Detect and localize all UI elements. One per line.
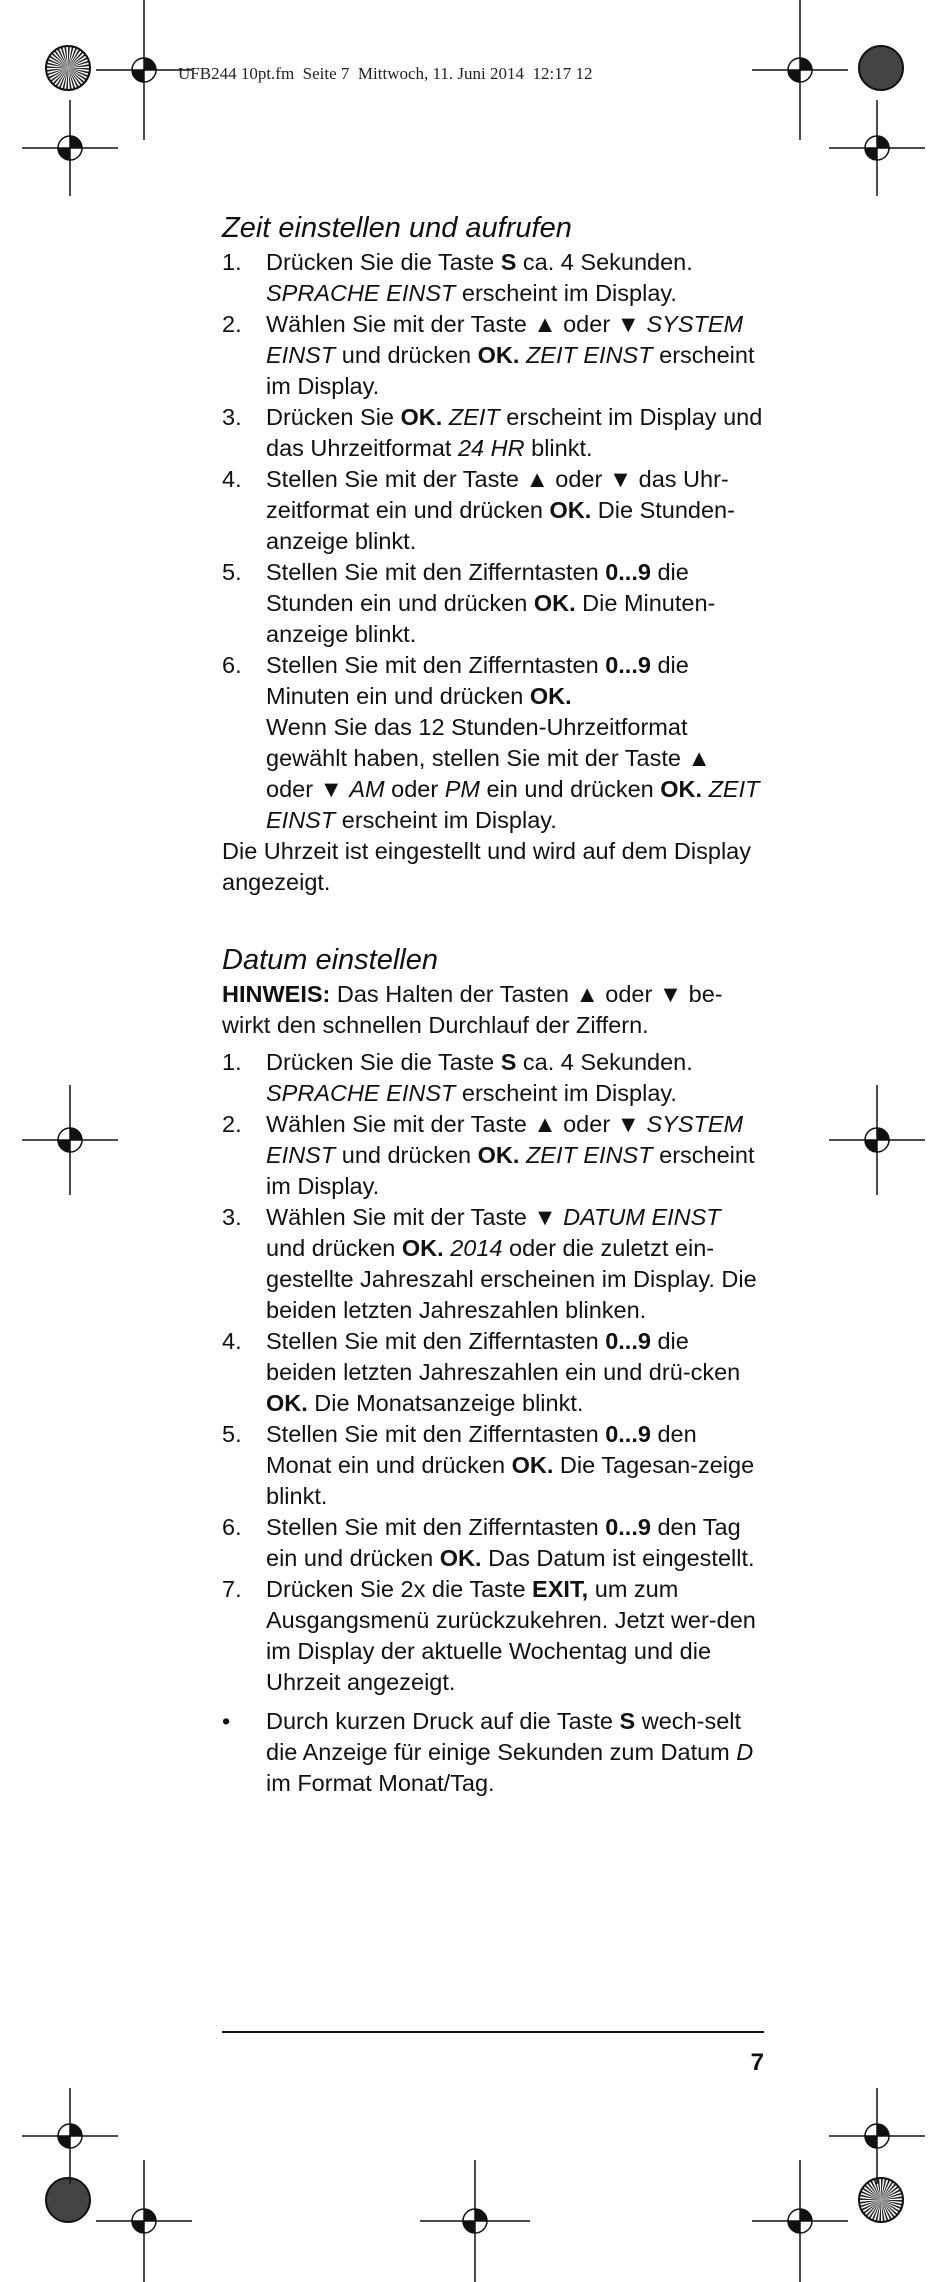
key-term: OK. xyxy=(477,342,520,368)
key-term: OK. xyxy=(477,1142,520,1168)
step-item xyxy=(222,1574,764,1698)
key-term: OK. xyxy=(266,1390,308,1416)
display-text: ZEIT EINST xyxy=(525,1142,653,1168)
text-run: Das Datum ist eingestellt. xyxy=(481,1545,755,1571)
display-text: PM xyxy=(444,776,480,802)
list-item-text xyxy=(266,404,762,461)
key-term: 0...9 xyxy=(605,1514,651,1540)
text-run: Stellen Sie mit den Zifferntasten xyxy=(266,1328,606,1354)
text-run: oder die zuletzt ein-gestellte Jahreszahl erscheinen im Display. Die beiden letzten Jahreszahlen blinken. xyxy=(266,1235,757,1323)
list-marker: • xyxy=(222,1708,231,1734)
step-item xyxy=(222,309,764,402)
file-header: UFB244 10pt.fm Seite 7 Mittwoch, 11. Juni 2014 12:17 12 xyxy=(178,64,593,83)
crop-mark xyxy=(22,100,118,196)
text-run: Wenn Sie das 12 Stunden-Uhrzeitformat gewählt haben, stellen Sie mit der Taste ▲ oder ▼ xyxy=(266,714,711,802)
text-run: und drücken xyxy=(335,1142,478,1168)
step-item xyxy=(222,1512,764,1574)
text-run: erscheint im Display. xyxy=(455,280,677,306)
radial-registration-mark xyxy=(36,36,100,100)
text-run: Die Tagesan-zeige blinkt. xyxy=(266,1452,755,1509)
text-run: und drücken xyxy=(266,1235,402,1261)
key-term: 0...9 xyxy=(605,1328,651,1354)
list-item-text xyxy=(266,1111,754,1199)
list-item-text xyxy=(266,1514,755,1571)
text-run: Wählen Sie mit der Taste ▼ xyxy=(266,1204,564,1230)
text-run: die beiden letzten Jahreszahlen ein und drü-cken xyxy=(266,1328,741,1385)
step-item xyxy=(222,1419,764,1512)
text-run: wech-selt die Anzeige für einige Sekunden zum Datum xyxy=(266,1708,742,1765)
crop-mark xyxy=(829,1085,925,1195)
list-marker: 6. xyxy=(222,652,242,678)
display-text: ZEIT EINST xyxy=(525,342,653,368)
list-marker: 3. xyxy=(222,1204,242,1230)
text-run: Wählen Sie mit der Taste ▲ oder ▼ xyxy=(266,311,647,337)
section-title-time: Zeit einstellen und aufrufen xyxy=(222,212,572,244)
display-text: AM xyxy=(349,776,385,802)
list-marker: 1. xyxy=(222,249,242,275)
hint-note xyxy=(222,979,764,1041)
list-item-text xyxy=(266,1049,693,1106)
text-run: oder xyxy=(384,776,445,802)
list-item-text xyxy=(266,249,693,306)
date-steps-list xyxy=(222,1047,764,1698)
solid-registration-mark xyxy=(849,36,913,100)
list-item-text xyxy=(266,466,735,554)
step-item xyxy=(222,1202,764,1326)
text-run: die Minuten ein und drücken xyxy=(266,652,689,709)
key-term: S xyxy=(500,1049,517,1075)
key-term: OK. xyxy=(529,683,572,709)
display-text: D xyxy=(736,1739,754,1765)
list-marker: 7. xyxy=(222,1576,242,1602)
text-run: Stellen Sie mit den Zifferntasten xyxy=(266,1514,606,1540)
display-text: 2014 xyxy=(450,1235,503,1261)
text-run: ca. 4 Sekunden. xyxy=(516,1049,693,1075)
text-run: Drücken Sie die Taste xyxy=(266,1049,501,1075)
text-run: Die Minuten-anzeige blinkt. xyxy=(266,590,716,647)
section-title-date: Datum einstellen xyxy=(222,944,438,976)
list-marker: 2. xyxy=(222,1111,242,1137)
text-run: und drücken xyxy=(335,342,478,368)
crop-mark xyxy=(96,2160,192,2282)
footer-rule xyxy=(222,2031,764,2033)
list-item-text xyxy=(266,1708,753,1796)
crop-mark xyxy=(22,1085,118,1195)
text-run: Stellen Sie mit den Zifferntasten xyxy=(266,1421,606,1447)
crop-mark xyxy=(752,2160,848,2282)
key-term: OK. xyxy=(660,776,703,802)
key-term: 0...9 xyxy=(605,559,651,585)
text-run: Stellen Sie mit der Taste ▲ oder ▼ das Uhr-zeitformat ein und drücken xyxy=(266,466,729,523)
list-marker: 1. xyxy=(222,1049,242,1075)
text-run: ein und drücken xyxy=(479,776,661,802)
text-run: Das Halten der Tasten ▲ oder ▼ be-wirkt den schnellen Durchlauf der Ziffern. xyxy=(222,981,723,1038)
text-run: im Format Monat/Tag. xyxy=(266,1770,495,1796)
key-term: OK. xyxy=(400,404,443,430)
step-item xyxy=(222,557,764,650)
display-text: ZEIT xyxy=(448,404,500,430)
key-term: OK. xyxy=(533,590,576,616)
text-run: ca. 4 Sekunden. xyxy=(516,249,693,275)
display-text: SYSTEM EINST xyxy=(266,1111,744,1168)
key-term: 0...9 xyxy=(605,1421,651,1447)
step-item xyxy=(222,464,764,557)
key-term: S xyxy=(619,1708,636,1734)
text-run: erscheint im Display. xyxy=(455,1080,677,1106)
list-item-text xyxy=(266,559,715,647)
text-run: Stellen Sie mit den Zifferntasten xyxy=(266,652,606,678)
text-run: erscheint im Display und das Uhrzeitformat xyxy=(266,404,763,461)
display-text: ZEIT EINST xyxy=(266,776,760,833)
key-term: HINWEIS: xyxy=(222,981,331,1007)
step-item xyxy=(222,1109,764,1202)
time-closing-text: Die Uhrzeit ist eingestellt und wird auf dem Display angezeigt. xyxy=(222,838,751,895)
key-term: OK. xyxy=(439,1545,482,1571)
list-item-text xyxy=(266,1576,756,1695)
list-marker: 3. xyxy=(222,404,242,430)
text-run: Die Stunden-anzeige blinkt. xyxy=(266,497,735,554)
step-item xyxy=(222,650,764,836)
text-run: Drücken Sie 2x die Taste xyxy=(266,1576,533,1602)
page-content xyxy=(222,210,764,1799)
list-marker: 6. xyxy=(222,1514,242,1540)
key-term: OK. xyxy=(549,497,592,523)
list-item-text xyxy=(266,652,759,833)
list-marker: 4. xyxy=(222,1328,242,1354)
text-run: Wählen Sie mit der Taste ▲ oder ▼ xyxy=(266,1111,647,1137)
text-run: erscheint im Display. xyxy=(266,342,755,399)
text-run: erscheint im Display. xyxy=(266,1142,755,1199)
list-marker: 5. xyxy=(222,1421,242,1447)
list-item-text xyxy=(266,1204,757,1323)
bullet-list xyxy=(222,1706,764,1799)
text-run: Drücken Sie die Taste xyxy=(266,249,501,275)
text-run: den Monat ein und drücken xyxy=(266,1421,697,1478)
text-run: Drücken Sie xyxy=(266,404,401,430)
text-run: erscheint im Display. xyxy=(335,807,557,833)
text-run: die Stunden ein und drücken xyxy=(266,559,689,616)
list-item-text xyxy=(266,1328,740,1416)
step-item xyxy=(222,247,764,309)
key-term: 0...9 xyxy=(605,652,651,678)
key-term: EXIT, xyxy=(532,1576,589,1602)
display-text: 24 HR xyxy=(457,435,525,461)
time-steps-list xyxy=(222,247,764,836)
display-text: DATUM EINST xyxy=(563,1204,721,1230)
crop-mark xyxy=(420,2160,530,2282)
text-run: Durch kurzen Druck auf die Taste xyxy=(266,1708,620,1734)
display-text: SYSTEM EINST xyxy=(266,311,744,368)
step-item xyxy=(222,1326,764,1419)
text-run: den Tag ein und drücken xyxy=(266,1514,741,1571)
bullet-item xyxy=(222,1706,764,1799)
step-item xyxy=(222,1047,764,1109)
key-term: OK. xyxy=(401,1235,444,1261)
list-item-text xyxy=(266,1421,754,1509)
list-item-text xyxy=(266,311,754,399)
list-marker: 2. xyxy=(222,311,242,337)
key-term: S xyxy=(500,249,517,275)
step-item xyxy=(222,402,764,464)
crop-mark xyxy=(829,100,925,196)
list-marker: 4. xyxy=(222,466,242,492)
list-marker: 5. xyxy=(222,559,242,585)
display-text: SPRACHE EINST xyxy=(266,280,456,306)
display-text: SPRACHE EINST xyxy=(266,1080,456,1106)
text-run: Stellen Sie mit den Zifferntasten xyxy=(266,559,606,585)
key-term: OK. xyxy=(511,1452,554,1478)
text-run: um zum Ausgangsmenü zurückzukehren. Jetzt wer-den im Display der aktuelle Wochentag und die Uhrzeit angezeigt. xyxy=(266,1576,756,1695)
page-number: 7 xyxy=(750,2049,764,2076)
text-run: blinkt. xyxy=(524,435,593,461)
text-run: Die Monatsanzeige blinkt. xyxy=(307,1390,584,1416)
